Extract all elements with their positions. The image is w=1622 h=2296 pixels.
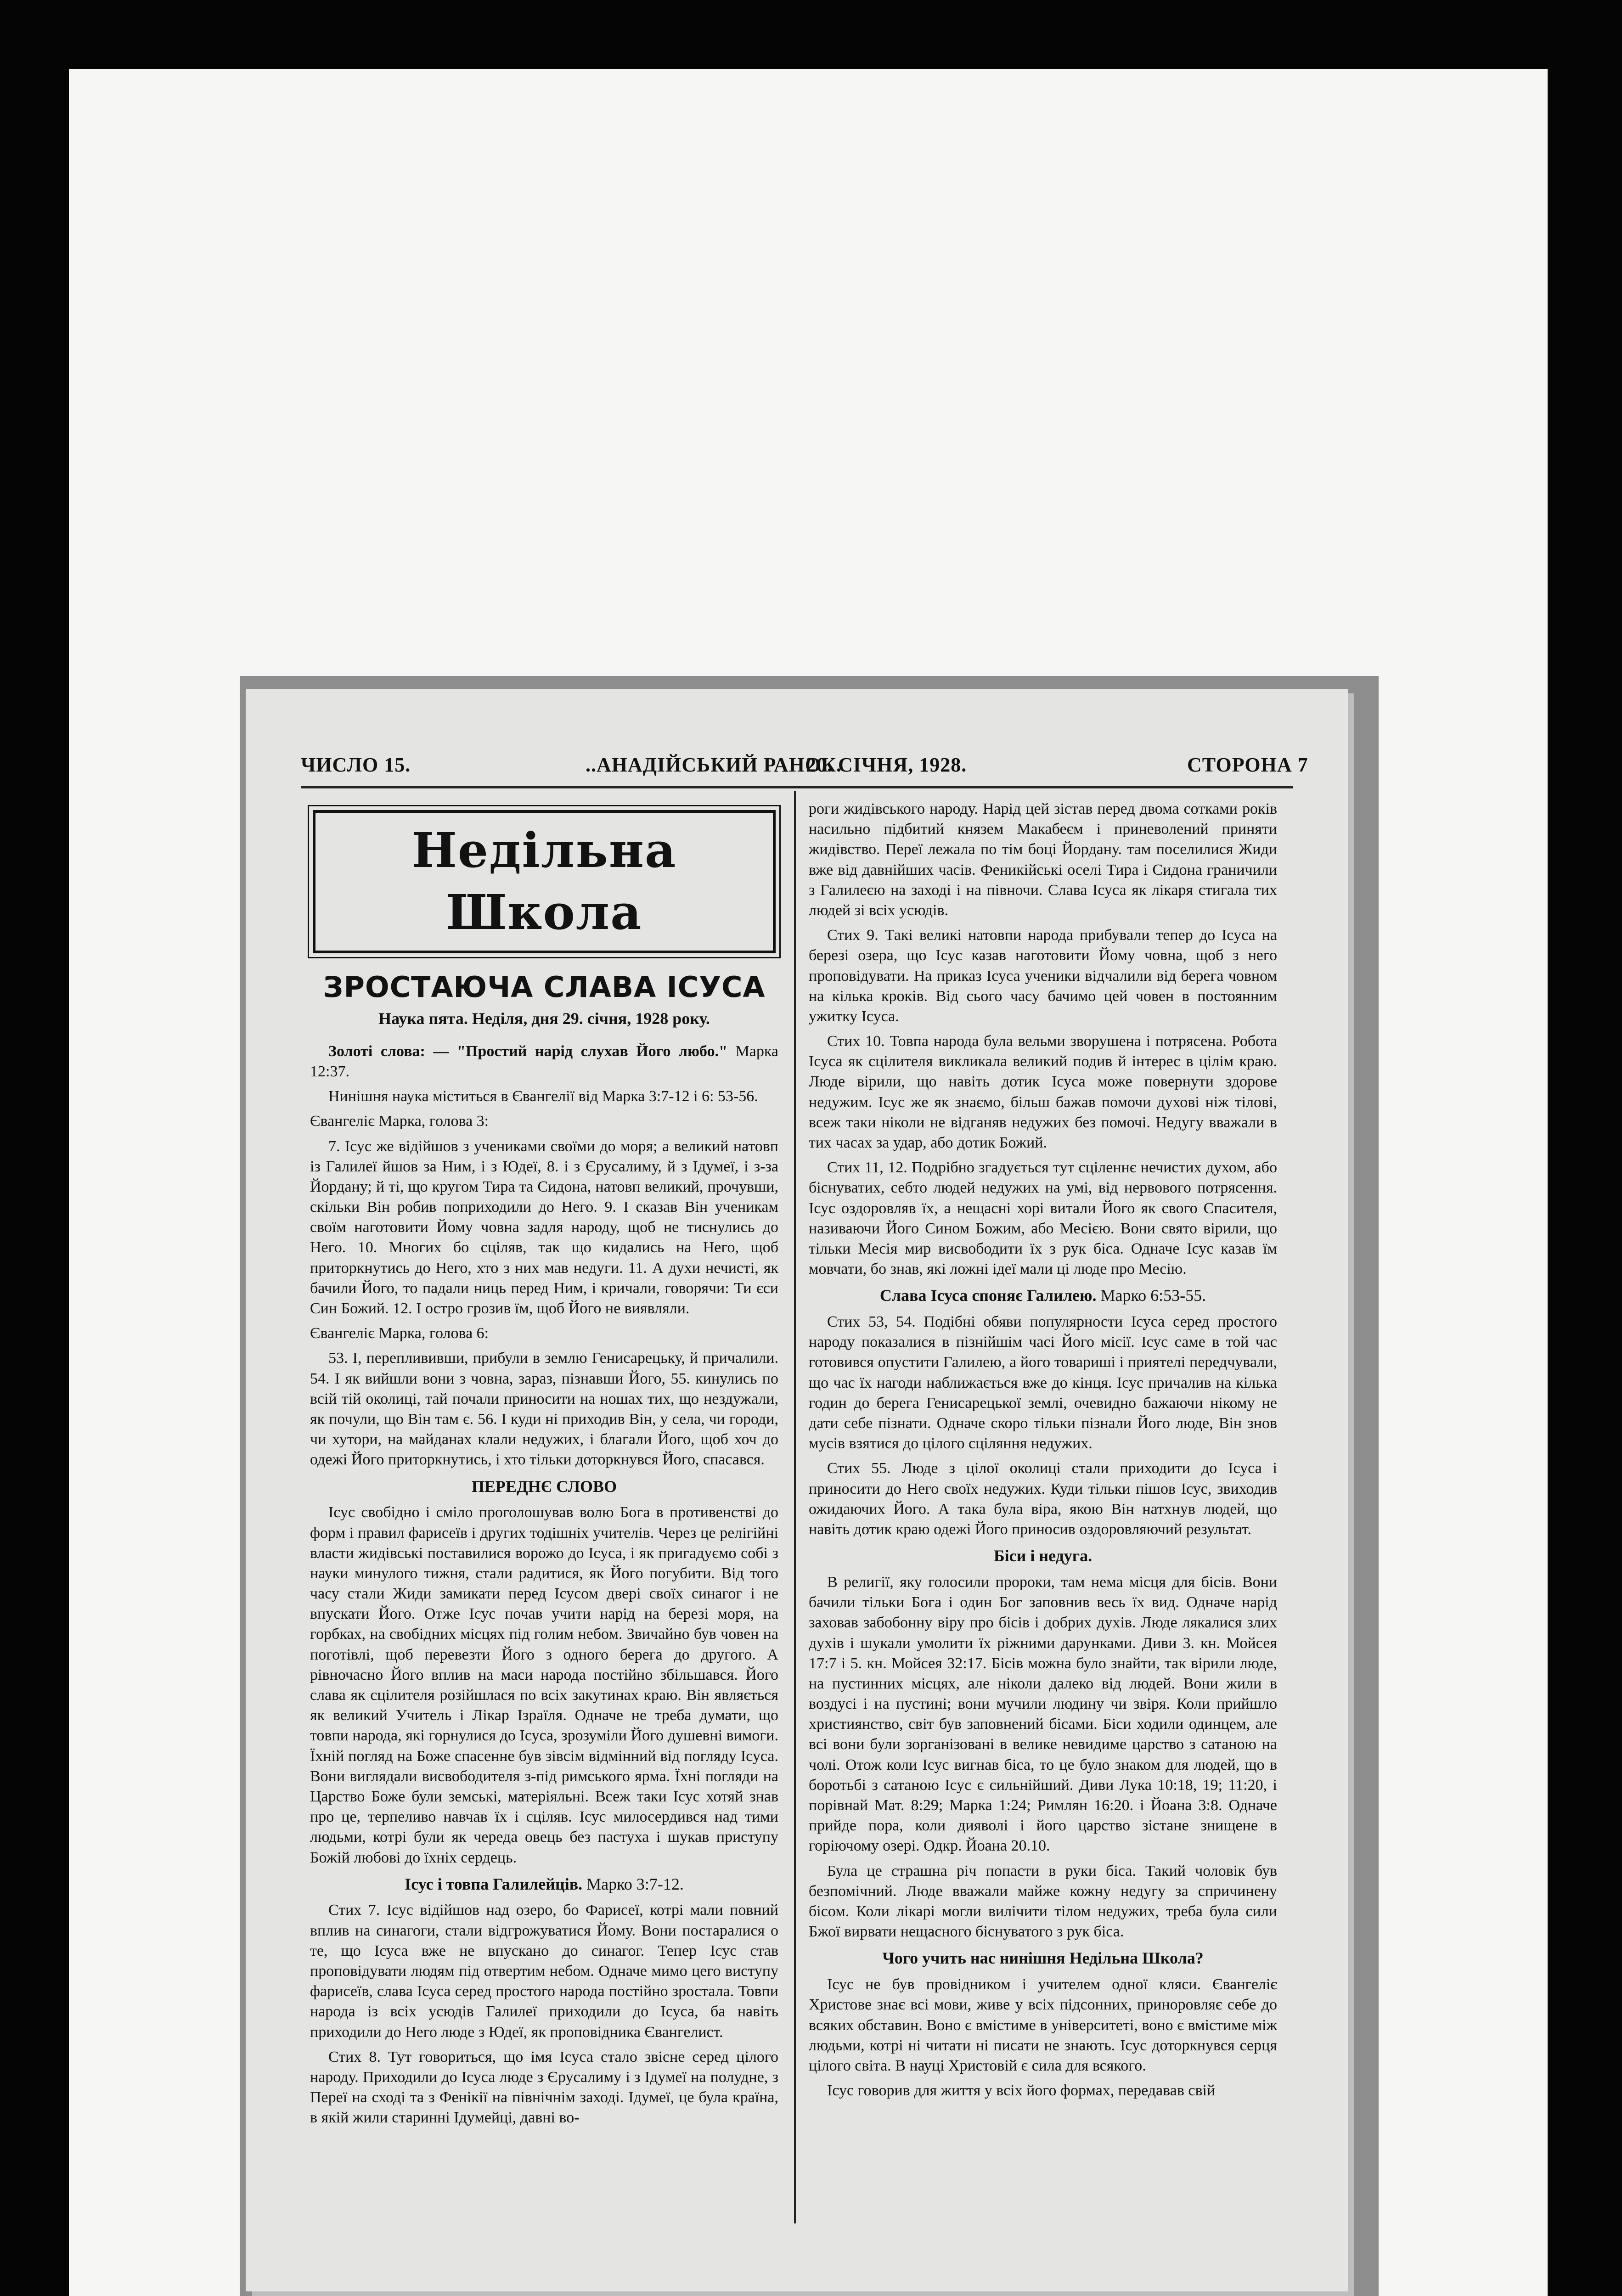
paragraph: В религії, яку голосили пророки, там нема місця для бісів. Вони бачили тільки Бога і один Бог заповнив весь їх вид. Одначе нарід заховав забобонну віру про бісів і добрих духів. Люде лякалися злих духів і шукали умолити їх ріжними дарунками. Диви 3. кн. Мойсея 17:7 і 5. кн. Мойсея 32:17. Бісів можна було знайти, так вірили люде, на пустинних місцях, але ніколи далеко від людей. Вони жили в воздусі і на пустині; вони мучили людину чи звіря. Коли прийшло християнство, світ був заповнений бісами. Біси ходили одинцем, але всі вони були зорганізовані в велике невидиме царство з сатаною на чолі. Отож коли Ісус вигнав біса, то це було знаком для людей, що в боротьбі з сатаною Ісус є сильнійший. Диви Лука 10:18, 19; 11:20, і порівнай Мат. 8:29; Марка 1:24; Римлян 16:20. і Йоана 3:8. Одначе прийде пора, коли дияволі і його царство зістане знищене в горіючому озері. Одкр. Йоана 20.10.: [809, 1573, 1277, 1855]
section-heading: [809, 1285, 1277, 1306]
issue-date: 20. СІЧНЯ, 1928.: [806, 754, 967, 776]
paragraph: Стих 7. Ісус відійшов над озеро, бо Фарисеї, котрі мали повний вплив на синагоги, стали відгрожуватися Йому. Вони постаралися о те, що Ісуса вже не впускано до синагог. Тепер Ісус став проповідувати людям під отвертим небом. Одначе мимо цего виступу фарисеїв, слава Ісуса серед простого народа постійно зростала. Товпи народа із всіх усюдів Галилеї приходили до Ісуса, ба навіть приходили до Него люде з Юдеї, як проповідника Євангелист.: [310, 1902, 778, 2041]
column-left: [310, 799, 778, 2133]
paragraph: Стих 10. Товпа народа була вельми зворушена і потрясена. Робота Ісуса як сцілителя викликала великий подив й інтерес в цілім краю. Люде вірили, що навіть дотик Ісуса може повернути здорове недужим. Ісус же як знаємо, більш бажав помочи духові ніж тілові, всеж таки ніколи не відганяв недужих без помочі. Недугу вважали в тих часах за удар, або дотик Божий.: [809, 1033, 1277, 1151]
header-rule: [301, 786, 1293, 788]
article-title: ЗРОСТАЮЧА СЛАВА ІСУСА: [323, 970, 766, 1004]
article-subtitle: Наука пята. Неділя, дня 29. січня, 1928 року.: [378, 1009, 710, 1028]
section-heading: Біси і недуга.: [993, 1547, 1093, 1565]
paragraph: Стих 9. Такі великі натовпи народа прибували тепер до Ісуса на березі озера, що Ісус казав наготовити Йому човна, щоб з него проповідувати. На приказ Ісуса ученики відчалили від берега човном на кілька кроків. Від сього часу бачимо цей човен в постоянним ужитку Ісуса.: [809, 927, 1277, 1025]
section-heading: [310, 1874, 778, 1895]
paragraph: Нинішня наука міститься в Євангелії від Марка 3:7-12 і 6: 53-56.: [328, 1088, 758, 1105]
chapter-heading: Євангеліє Марка, голова 6:: [310, 1325, 489, 1342]
column-right: [809, 799, 1277, 2105]
paragraph: Стих 8. Тут говориться, що імя Ісуса стало звісне серед цілого народу. Приходили до Ісуса люде з Єрусалиму і з Ідумеї на полудне, з Переї на сході та з Фенікії на північнім заході. Ідумеї, це була країна, в якій жили старинні Ідумейці, давні во-: [310, 2048, 778, 2127]
newspaper-name: ..АНАДІЙСЬКИЙ РАНОК.: [586, 754, 842, 776]
section-heading-ref: Марко 3:7-12.: [582, 1874, 684, 1893]
golden-words: [310, 1041, 778, 1082]
paragraph: Стих 55. Люде з цілої околиці стали приходити до Ісуса і приносити до Него своїх недужих. Куди тільки пішов Ісус, звиходив ожидаючих Його. А така була віра, якою Він натхнув людей, що навіть дотик краю одежі Його приносив оздоровляючий результат.: [809, 1460, 1277, 1538]
section-heading-ref: Марко 6:53-55.: [1096, 1286, 1206, 1305]
section-title-box: Недільна Школа: [313, 810, 776, 953]
paragraph: Ісус говорив для життя у всіх його формах, передавав свій: [827, 2082, 1216, 2099]
paragraph: Стих 53, 54. Подібні обяви популярности Ісуса серед простого народу показалися в пізнійшім часі Його місії. Ісус саме в той час готовився опустити Галилею, а його товариші і приятелі передчували, що час їх нагоди наближається вже до кінця. Ісус причалив на кілька годин до берега Генисарецької землі, очевидно бажаючи нікому не дати себе пізнати. Одначе скоро тільки пізнали Його люде, Він знов мусів взятися до цілого сціляння недужих.: [809, 1313, 1277, 1452]
section-heading-text: Слава Ісуса споняє Галилею.: [879, 1286, 1097, 1305]
paragraph: роги жидівського народу. Нарід цей зістав перед двома сотками років насильно підбитий князем Макабеєм і приневолений приняти жидівство. Переї лежала по тім боці Йордану. там поселилися Жиди вже від давнійших часів. Феникійські оселі Тира і Сидона граничили з Галилеєю на заході і на півночи. Слава Ісуса як лікаря стигала тих людей зі всіх усюдів.: [809, 800, 1277, 919]
newspaper-page: [246, 689, 1348, 2291]
issue-number: ЧИСЛО 15.: [301, 754, 411, 776]
column-rule: [794, 791, 796, 2223]
golden-words-ref: Марка 12:37.: [310, 1042, 778, 1080]
scripture-text: 53. І, переплививши, прибули в землю Генисарецьку, й причалили. 54. І як вийшли вони з човна, зараз, пізнавши Його, 55. кинулись по всій тій околиці, тай почали приносити на ношах тих, що нездужали, як почули, що Він там є. 56. І куди ні приходив Він, у села, чи городи, чи хутори, на майданах клали недужих, і благали Його, щоб хоч до одежі Його приторкнутись, і хто тільки доторкнувся Його, спасався.: [310, 1350, 778, 1469]
section-heading: Чого учить нас нинішня Недільна Школа?: [882, 1949, 1204, 1968]
chapter-heading: Євангеліє Марка, голова 3:: [310, 1113, 489, 1130]
scripture-text: 7. Ісус же відійшов з учениками своїми до моря; а великий натовп із Галилеї йшов за Ним, і з Юдеї, 8. і з Єрусалиму, й з Ідумеї, і з-за Йордану; й ті, що кругом Тира та Сидона, натовп великий, прочувши, скільки Він робив поприходили до Него. 9. І сказав Він ученикам своїм наготовити Йому човна задля народу, щоб не тиснулись до Него. 10. Многих бо сціляв, так що кидались на Него, щоб приторкнутись до Него, хто з них мав недуги. 11. А духи нечисті, як бачили Його, то падали ниць перед Ним, і кричали, говорячи: Ти єси Син Божий. 12. І остро грозив їм, щоб Його не виявляли.: [310, 1137, 778, 1317]
paragraph: Ісус не був провідником і учителем одної кляси. Євангеліє Христове знає всі мови, живе у всіх підсонних, приноровляє себе до всяких обставин. Воно є вмістиме в університеті, воно є вмістиме між людьми, котрі ні читати ні писати не знають. Ісус доторкнувся серця цілого світа. В науці Христовій є сила для всякого.: [809, 1976, 1277, 2074]
paragraph: Стих 11, 12. Подрібно згадується тут сціленнє нечистих духом, або біснуватих, себто людей недужих на умі, від нервового потрясення. Ісус оздоровляв їх, а нещасні хорі витали Його як свого Спасителя, називаючи Його Сином Божим, або Месією. Вони свято вірили, що тільки Месія мир висвободити їх з рук біса. Одначе Ісус казав їм мовчати, бо знав, які ложні ідеї мали ці люде про Месію.: [809, 1159, 1277, 1278]
section-heading-text: Ісус і товпа Галилейців.: [405, 1874, 583, 1893]
page-number: СТОРОНА 7: [1187, 754, 1308, 776]
golden-words-text: Золоті слова: — "Простий нарід слухав Його любо.": [328, 1042, 727, 1060]
section-heading: ПЕРЕДНЄ СЛОВО: [471, 1477, 617, 1496]
paragraph: Ісус свобідно і сміло проголошував волю Бога в противенстві до форм і правил фарисеїв і других тодішніх учителів. Через це релігійні власти жидівські поставилися ворожо до Ісуса, і як пригадуємо собі з науки минулого тижня, стали радитися, як Його погубити. Від того часу стали Жиди замикати перед Ісусом двері своїх синагог і не впускати Його. Отже Ісус почав учити нарід на березі моря, на горбках, на свобідних місцях під голим небом. Звичайно був човен на поготівлі, щоб перевезти Його з одного берега до другого. А рівночасно Його вплив на маси народа постійно збільшався. Його слава як сцілителя розійшлася по всіх закутинах краю. Він являється як великий Учитель і Лікар Ізраїля. Одначе не треба думати, що товпи народа, які горнулися до Ісуса, зрозуміли Його душевні вимоги. Їхній погляд на Боже спасенне був зівсім відмінний від погляду Ісуса. Вони виглядали висвободителя з-під римського ярма. Їхні погляди на Царство Боже були земські, матеріяльні. Всеж таки Ісус хотяй знав про це, терпеливо навчав їх і сціляв. Ісус милосердився над тими людьми, котрі були як череда овець без пастуха і шукав приступу Божій любові до їхніх сердець.: [310, 1504, 778, 1866]
paragraph: Була це страшна річ попасти в руки біса. Такий чоловік був безпомічний. Люде вважали майже кожну недугу за спричинену бісом. Коли лікарі могли вилічити тілом недужих, треба була сили Бжої вирвати нещасного біснуватого з рук біса.: [809, 1862, 1277, 1941]
